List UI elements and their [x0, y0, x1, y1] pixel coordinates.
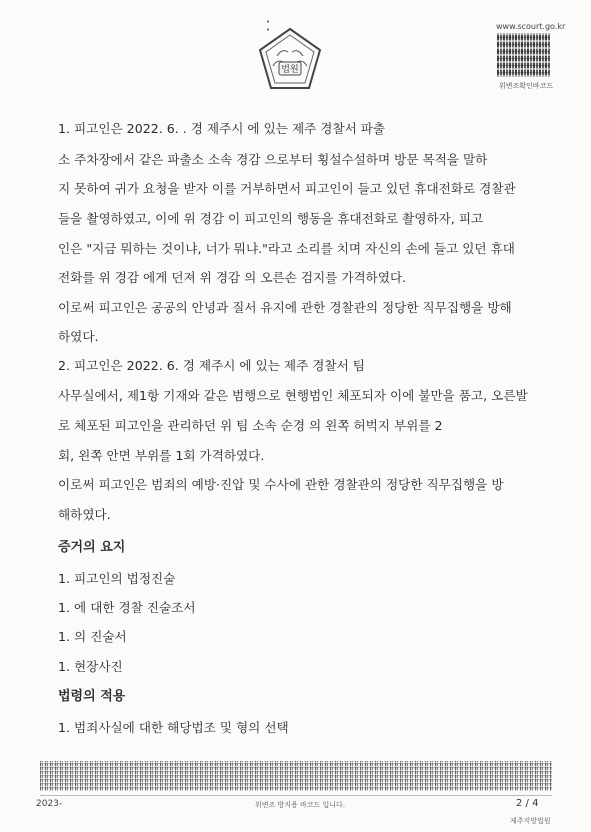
- body-line: 이로써 피고인은 범죄의 예방·진압 및 수사에 관한 경찰관의 정당한 직무집행을 방: [58, 477, 504, 492]
- page-number: 2 / 4: [516, 798, 539, 809]
- body-line: 2. 피고인은 2022. 6. 경 제주시 에 있는 제주 경찰서 팀: [58, 358, 365, 373]
- body-line: 로 체포된 피고인을 관리하던 위 팀 소속 순경 의 왼쪽 허벅지 부위를 2: [58, 418, 443, 433]
- emblem-decoration: • •: [266, 18, 289, 34]
- body-line: 전화를 위 경감 에게 던져 위 경감 의 오른손 검지를 가격하였다.: [58, 270, 407, 285]
- law-heading: 법령의 적용: [58, 689, 126, 704]
- body-line: 1. 피고인은 2022. 6. . 경 제주시 에 있는 제주 경찰서 파출: [58, 121, 386, 136]
- body-line: 들을 촬영하였고, 이에 위 경감 이 피고인의 행동을 휴대전화로 촬영하자, 피고: [58, 211, 484, 226]
- body-line: 회, 왼쪽 안면 부위를 1회 가격하였다.: [58, 448, 265, 463]
- law-item: 1. 범죄사실에 대한 해당법조 및 형의 선택: [58, 720, 289, 735]
- body-line: 해하였다.: [58, 507, 111, 522]
- case-number-prefix: 2023-: [36, 799, 63, 809]
- body-line: 사무실에서, 제1항 기재와 같은 범행으로 현행범인 체포되자 이에 불만을 품고, 오른발: [58, 388, 528, 403]
- qr-barcode-icon: [497, 33, 550, 77]
- evidence-item: 1. 의 진술서: [58, 629, 127, 644]
- court-stamp-text: 제주지방법원: [510, 817, 551, 825]
- body-line: 소 주차장에서 같은 파출소 소속 경감 으로부터 횡설수설하며 방문 목적을 말하: [58, 152, 488, 167]
- qr-caption: 위변조확인바코드: [499, 82, 554, 90]
- body-line: 지 못하여 귀가 요청을 받자 이를 거부하면서 피고인이 들고 있던 휴대전화로 경찰관: [58, 181, 516, 196]
- body-line: 하였다.: [58, 329, 99, 344]
- anti-forgery-barcode-icon: [40, 761, 552, 791]
- barcode-notice: 위변조 방지용 바코드 입니다.: [255, 801, 346, 809]
- site-url: www.scourt.go.kr: [496, 22, 566, 31]
- body-line: 이로써 피고인은 공공의 안녕과 질서 유지에 관한 경찰관의 정당한 직무집행을 방해: [58, 300, 512, 315]
- footer-divider: [40, 795, 552, 796]
- emblem-label: 법원: [281, 65, 299, 75]
- evidence-item: 1. 피고인의 법정진술: [58, 571, 176, 586]
- evidence-item: 1. 에 대한 경찰 진술조서: [58, 600, 196, 615]
- evidence-heading: 증거의 요지: [58, 540, 126, 555]
- evidence-item: 1. 현장사진: [58, 659, 123, 674]
- body-line: 인은 "지금 뭐하는 것이냐, 너가 뭐냐."라고 소리를 치며 자신의 손에 들고 있던 휴대: [58, 241, 515, 256]
- court-emblem-icon: [255, 26, 325, 96]
